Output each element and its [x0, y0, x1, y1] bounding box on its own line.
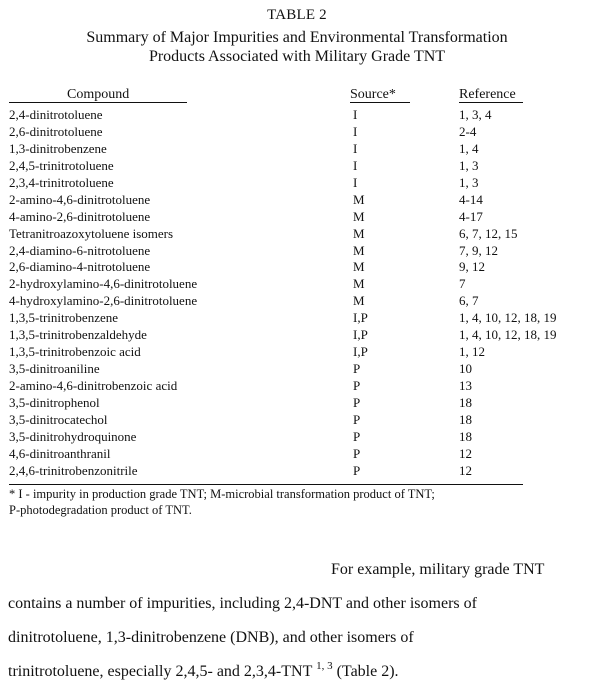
cell-compound: 3,5-dinitrocatechol: [9, 411, 108, 427]
table-bottom-rule: [9, 484, 523, 485]
cell-source: P: [353, 378, 361, 393]
cell-compound: 1,3,5-trinitrobenzoic acid: [9, 344, 141, 360]
table-row: [0, 377, 594, 394]
table-row: [0, 292, 594, 309]
cell-source: I,P: [353, 344, 368, 360]
table-caption: [0, 28, 594, 66]
cell-compound: Tetranitroazoxytoluene isomers: [9, 225, 174, 241]
cell-reference: 1, 4, 10, 12, 18, 19: [459, 310, 557, 326]
table-row: [0, 123, 594, 140]
cell-compound: 2,4,6-trinitrobenzonitrile: [9, 462, 138, 478]
footnote-line-2: P-photodegradation product of TNT.: [9, 503, 192, 517]
cell-reference: 1, 3, 4: [459, 107, 492, 122]
cell-source: M: [353, 293, 365, 309]
cell-reference: 12: [459, 462, 472, 478]
table-row: [0, 174, 594, 191]
cell-reference: 1, 4, 10, 12, 18, 19: [459, 327, 557, 343]
cell-source: M: [353, 225, 365, 241]
cell-reference: 6, 7, 12, 15: [459, 225, 518, 241]
cell-reference: 1, 3: [459, 174, 479, 190]
cell-compound: 2-amino-4,6-dinitrobenzoic acid: [9, 378, 178, 393]
cell-reference: 18: [459, 428, 472, 444]
table-row: [0, 275, 594, 292]
cell-compound: 4-hydroxylamino-2,6-dinitrotoluene: [9, 293, 198, 309]
paragraph-line-4: [8, 655, 588, 689]
cell-source: P: [353, 445, 361, 461]
cell-source: I,P: [353, 310, 368, 326]
header-reference: Reference: [459, 87, 516, 102]
cell-reference: 18: [459, 394, 472, 410]
cell-compound: 1,3,5-trinitrobenzaldehyde: [9, 327, 147, 343]
cell-compound: 2,4-diamino-6-nitrotoluene: [9, 242, 151, 258]
table-row: [0, 309, 594, 326]
body-paragraph: [8, 553, 588, 689]
table-caption-line-1: Summary of Major Impurities and Environmental Transformation: [86, 29, 508, 46]
cell-compound: 2,4,5-trinitrotoluene: [9, 157, 114, 173]
table-row: [0, 106, 594, 123]
cell-source: M: [353, 242, 365, 258]
paragraph-line-1: For example, military grade TNT: [331, 561, 545, 578]
cell-reference: 6, 7: [459, 293, 479, 309]
cell-compound: 2,6-diamino-4-nitrotoluene: [9, 259, 151, 275]
cell-reference: 1, 3: [459, 157, 479, 173]
cell-source: I: [353, 107, 358, 122]
header-underline-reference: [459, 102, 523, 103]
table-row: [0, 343, 594, 360]
cell-compound: 3,5-dinitroaniline: [9, 361, 100, 377]
table-row: [0, 225, 594, 242]
paragraph-line-4-text: trinitrotoluene, especially 2,4,5- and 2,3,4-TNT: [8, 663, 317, 680]
cell-reference: 1, 4: [459, 140, 479, 156]
table-row: [0, 258, 594, 275]
cell-compound: 4,6-dinitroanthranil: [9, 445, 111, 461]
header-source: Source*: [350, 87, 396, 102]
footnote-line-1: * I - impurity in production grade TNT; M-microbial transformation product of TNT;: [9, 487, 435, 501]
table-row: [0, 360, 594, 377]
cell-source: I: [353, 123, 358, 139]
header-compound: Compound: [67, 87, 130, 102]
table-row: [0, 140, 594, 157]
cell-compound: 2-amino-4,6-dinitrotoluene: [9, 191, 151, 207]
cell-source: I: [353, 157, 358, 173]
header-underline-compound: [9, 102, 187, 103]
cell-source: I: [353, 140, 358, 156]
cell-source: M: [353, 259, 365, 275]
cell-compound: 1,3-dinitrobenzene: [9, 140, 107, 156]
cell-reference: 13: [459, 378, 472, 393]
cell-source: P: [353, 411, 361, 427]
cell-compound: 3,5-dinitrohydroquinone: [9, 428, 137, 444]
cell-source: P: [353, 428, 361, 444]
cell-compound: 2,6-dinitrotoluene: [9, 123, 103, 139]
paragraph-line-2: contains a number of impurities, including 2,4-DNT and other isomers of: [8, 595, 477, 612]
cell-reference: 9, 12: [459, 259, 485, 275]
cell-compound: 3,5-dinitrophenol: [9, 394, 100, 410]
cell-reference: 2-4: [459, 123, 477, 139]
cell-source: M: [353, 208, 365, 224]
cell-source: I: [353, 174, 358, 190]
citation-superscript: 1, 3: [316, 660, 333, 672]
cell-source: P: [353, 462, 361, 478]
cell-source: I,P: [353, 327, 368, 343]
table-footnote: [9, 486, 584, 518]
table-body: [0, 106, 594, 479]
table-label: TABLE 2: [267, 7, 327, 23]
cell-reference: 7, 9, 12: [459, 242, 498, 258]
table-row: [0, 445, 594, 462]
table-row: [0, 208, 594, 225]
table-row: [0, 394, 594, 411]
table-row: [0, 326, 594, 343]
cell-reference: 12: [459, 445, 472, 461]
table-row: [0, 428, 594, 445]
cell-reference: 18: [459, 411, 472, 427]
cell-compound: 1,3,5-trinitrobenzene: [9, 310, 119, 326]
paragraph-line-3: dinitrotoluene, 1,3-dinitrobenzene (DNB), and other isomers of: [8, 629, 414, 646]
cell-compound: 2,4-dinitrotoluene: [9, 107, 103, 122]
paragraph-line-4-tail: (Table 2).: [332, 663, 399, 680]
table-row: [0, 191, 594, 208]
cell-source: P: [353, 394, 361, 410]
table-row: [0, 242, 594, 259]
cell-reference: 7: [459, 276, 466, 292]
header-underline-source: [350, 102, 410, 103]
cell-source: P: [353, 361, 361, 377]
cell-source: M: [353, 191, 365, 207]
cell-reference: 10: [459, 361, 472, 377]
table-row: [0, 462, 594, 479]
cell-compound: 2-hydroxylamino-4,6-dinitrotoluene: [9, 276, 198, 292]
table-row: [0, 411, 594, 428]
table-caption-line-2: Products Associated with Military Grade TNT: [148, 48, 446, 65]
cell-reference: 4-14: [459, 191, 483, 207]
cell-compound: 4-amino-2,6-dinitrotoluene: [9, 208, 151, 224]
table-row: [0, 157, 594, 174]
cell-compound: 2,3,4-trinitrotoluene: [9, 174, 114, 190]
cell-source: M: [353, 276, 365, 292]
cell-reference: 4-17: [459, 208, 483, 224]
cell-reference: 1, 12: [459, 344, 485, 360]
